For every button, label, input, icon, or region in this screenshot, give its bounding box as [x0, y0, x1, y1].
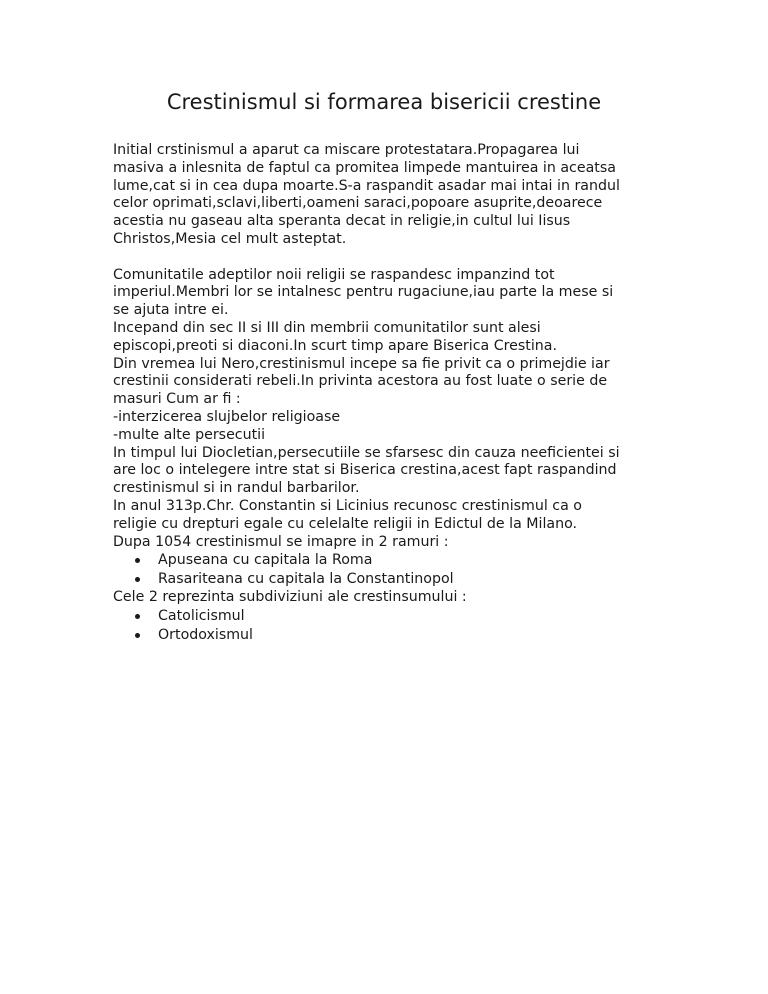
bullet-icon — [135, 614, 140, 619]
paragraph-spacer — [113, 249, 653, 267]
text-line: lume,cat si in cea dupa moarte.S-a raspandit asadar mai intai in randul — [113, 177, 620, 194]
document-body — [113, 142, 653, 645]
text-line: crestinismul si in randul barbarilor. — [113, 480, 360, 497]
text-line: crestinii considerati rebeli.In privinta acestora au fost luate o serie de — [113, 373, 608, 390]
text-line: In timpul lui Diocletian,persecutiile se sfarsesc din cauza neeficientei si — [113, 444, 620, 461]
branches-list — [113, 551, 653, 589]
subdivisions-list — [113, 607, 653, 645]
list-item-text: Rasariteana cu capitala la Constantinopol — [158, 571, 454, 588]
text-line: acestia nu gaseau alta speranta decat in religie,in cultul lui Iisus — [113, 213, 571, 230]
text-line: imperiul.Membri lor se intalnesc pentru rugaciune,iau parte la mese si — [113, 284, 614, 301]
bullet-icon — [135, 577, 140, 582]
list-item-text: Apuseana cu capitala la Roma — [158, 552, 373, 569]
text-line: are loc o intelegere intre stat si Biserica crestina,acest fapt raspandind — [113, 462, 617, 479]
text-line: Comunitatile adeptilor noii religii se raspandesc impanzind tot — [113, 266, 555, 283]
list-item — [113, 626, 653, 645]
list-item-text: Catolicismul — [158, 608, 245, 625]
text-line: se ajuta intre ei. — [113, 302, 229, 319]
text-line: masiva a inlesnita de faptul ca promitea limpede mantuirea in aceatsa — [113, 159, 616, 176]
list-item — [113, 570, 653, 589]
paragraph-intro — [113, 142, 653, 249]
list-item — [113, 607, 653, 626]
text-line: Dupa 1054 crestinismul se imapre in 2 ramuri : — [113, 533, 449, 550]
text-line: -interzicerea slujbelor religioase — [113, 408, 341, 425]
text-line: Christos,Mesia cel mult asteptat. — [113, 230, 347, 247]
bullet-icon — [135, 558, 140, 563]
subdivisions-intro: Cele 2 reprezinta subdiviziuni ale crestinsumului : — [113, 589, 467, 606]
text-line: In anul 313p.Chr. Constantin si Licinius recunosc crestinismul ca o — [113, 497, 582, 514]
paragraph-history — [113, 267, 653, 552]
bullet-icon — [135, 633, 140, 638]
list-item-text: Ortodoxismul — [158, 627, 253, 644]
text-line: -multe alte persecutii — [113, 426, 266, 443]
text-line: celor oprimati,sclavi,liberti,oameni saraci,popoare asuprite,deoarece — [113, 195, 603, 212]
text-line: Din vremea lui Nero,crestinismul incepe sa fie privit ca o primejdie iar — [113, 355, 610, 372]
text-line: episcopi,preoti si diaconi.In scurt timp apare Biserica Crestina. — [113, 337, 557, 354]
text-line: masuri Cum ar fi : — [113, 391, 241, 408]
text-line: Incepand din sec II si III din membrii comunitatilor sunt alesi — [113, 319, 541, 336]
list-item — [113, 551, 653, 570]
document-title: Crestinismul si formarea bisericii crestine — [166, 90, 602, 114]
text-line: Initial crstinismul a aparut ca miscare protestatara.Propagarea lui — [113, 142, 580, 158]
text-line: religie cu drepturi egale cu celelalte religii in Edictul de la Milano. — [113, 515, 578, 532]
